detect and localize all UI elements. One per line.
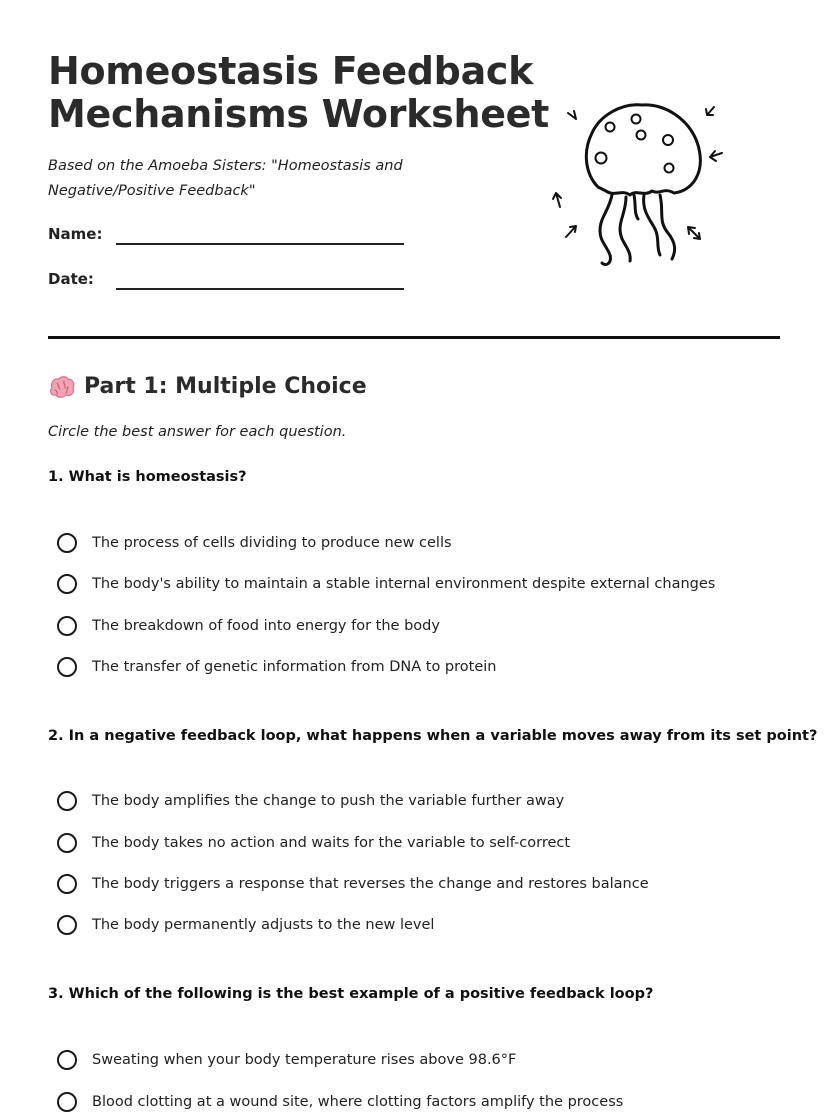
radio-circle-icon[interactable] [57, 1092, 77, 1112]
answer-option-text: Blood clotting at a wound site, where clotting factors amplify the process [92, 1094, 624, 1110]
radio-circle-icon[interactable] [57, 574, 77, 594]
part-1-title: Part 1: Multiple Choice [84, 374, 367, 399]
answer-option-text: The process of cells dividing to produce new cells [92, 535, 452, 551]
title-line-2: Mechanisms Worksheet [48, 92, 550, 136]
jellyfish-illustration-icon [540, 95, 730, 275]
answer-option[interactable] [57, 912, 434, 938]
date-blank-line[interactable] [116, 288, 404, 290]
answer-option[interactable] [57, 788, 564, 814]
subtitle-line-1: Based on the Amoeba Sisters: "Homeostasis and [48, 158, 403, 174]
answer-option-text: The body's ability to maintain a stable internal environment despite external changes [92, 576, 716, 592]
subtitle-line-2: Negative/Positive Feedback" [48, 183, 256, 199]
answer-option-text: The transfer of genetic information from DNA to protein [92, 659, 497, 675]
title-line-1: Homeostasis Feedback [48, 49, 534, 93]
radio-circle-icon[interactable] [57, 833, 77, 853]
radio-circle-icon[interactable] [57, 874, 77, 894]
answer-option[interactable] [57, 571, 715, 597]
answer-option-text: Sweating when your body temperature rises above 98.6°F [92, 1052, 517, 1068]
answer-option[interactable] [57, 654, 496, 680]
name-blank-line[interactable] [116, 243, 404, 245]
question-2: 2. In a negative feedback loop, what happens when a variable moves away from its set point? [48, 728, 818, 744]
section-divider [48, 336, 780, 339]
worksheet-subtitle [48, 154, 408, 204]
name-label: Name: [48, 225, 103, 243]
answer-option-text: The body takes no action and waits for the variable to self-correct [92, 835, 571, 851]
answer-option[interactable] [57, 613, 440, 639]
date-field[interactable] [48, 270, 408, 300]
answer-option-text: The body permanently adjusts to the new level [92, 917, 435, 933]
answer-option-text: The body amplifies the change to push the variable further away [92, 793, 565, 809]
radio-circle-icon[interactable] [57, 533, 77, 553]
radio-circle-icon[interactable] [57, 791, 77, 811]
worksheet-title [48, 50, 549, 136]
radio-circle-icon[interactable] [57, 1050, 77, 1070]
date-label: Date: [48, 270, 94, 288]
answer-option[interactable] [57, 871, 649, 897]
radio-circle-icon[interactable] [57, 616, 77, 636]
brain-icon [48, 375, 76, 399]
answer-option[interactable] [57, 1089, 623, 1115]
answer-option[interactable] [57, 1047, 516, 1073]
radio-circle-icon[interactable] [57, 657, 77, 677]
answer-option-text: The body triggers a response that reverses the change and restores balance [92, 876, 649, 892]
part-1-instructions: Circle the best answer for each question. [48, 424, 347, 440]
question-3: 3. Which of the following is the best example of a positive feedback loop? [48, 986, 654, 1002]
name-field[interactable] [48, 225, 408, 255]
answer-option[interactable] [57, 530, 452, 556]
part-1-heading [48, 374, 367, 399]
answer-option-text: The breakdown of food into energy for the body [92, 618, 440, 634]
radio-circle-icon[interactable] [57, 915, 77, 935]
question-1: 1. What is homeostasis? [48, 469, 247, 485]
answer-option[interactable] [57, 830, 570, 856]
